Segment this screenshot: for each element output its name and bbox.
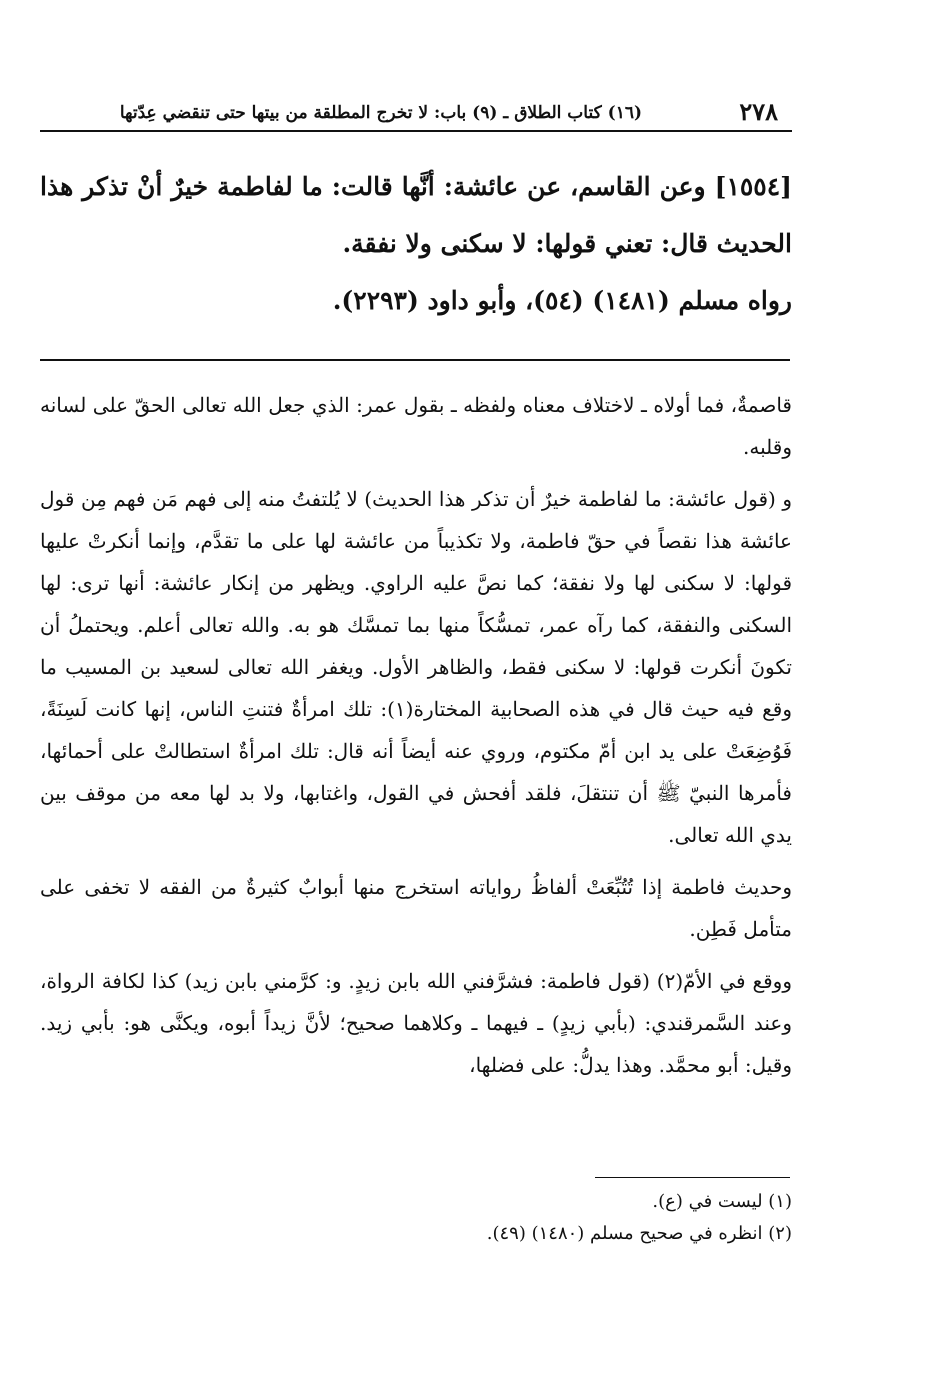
page-number: ٢٧٨ [739, 97, 778, 126]
footnotes [40, 1186, 792, 1250]
hadith-block [40, 158, 792, 329]
commentary-block [40, 384, 792, 1096]
section-divider [40, 359, 790, 361]
footnote-divider [595, 1177, 790, 1178]
footnote: (٢) انظره في صحيح مسلم (١٤٨٠) (٤٩). [486, 1223, 792, 1244]
commentary-paragraph: وحديث فاطمة إذا تُتُبِّعَتْ ألفاظُ رواياته استخرج منها أبوابٌ كثيرةٌ من الفقه لا تخفى على متأمل فَطِن. [40, 875, 792, 941]
footnote: (١) ليست في (ع). [652, 1191, 792, 1212]
commentary-paragraph: و (قول عائشة: ما لفاطمة خيرٌ أن تذكر هذا الحديث) لا يُلتفتُ منه إلى فهم مَن فهم مِن قول عائشة هذا نقصاً في حقّ فاطمة، ولا تكذيباً من عائشة لها على ما تقدَّم، وإنما أنكرتْ عليها قولها: لا سكنى لها ولا نفقة؛ كما نصَّ عليه الراوي. ويظهر من إنكار عائشة: أنها ترى: لها السكنى والنفقة، كما رآه عمر، تمسُّكاً منها بما تمسَّك هو به. والله تعالى أعلم. ويحتملُ أن تكونَ أنكرت قولها: لا سكنى فقط، والظاهر الأول. ويغفر الله تعالى لسعيد بن المسيب ما وقع فيه حيث قال في هذه الصحابية المختارة(١): تلك امرأةٌ فتنتِ الناس، إنها كانت لَسِنَةً، فَوُضِعَتْ على يد ابن أمّ مكتوم، وروي عنه أيضاً أنه قال: تلك امرأةٌ استطالتْ على أحمائها، فأمرها النبيّ ﷺ أن تنتقلَ، فلقد أفحش في القول، واغتابها، ولا بد لها معه من موقف بين يدي الله تعالى. [40, 487, 792, 847]
hadith-text: [١٥٥٤] وعن القاسم، عن عائشة: أنَّها قالت: ما لفاطمة خيرٌ أنْ تذكر هذا الحديث قال: تعني قولها: لا سكنى ولا نفقة. [40, 172, 792, 258]
running-title: (١٦) كتاب الطلاق ـ (٩) باب: لا تخرج المطلقة من بيتها حتى تنقضي عِدّتها [119, 103, 642, 123]
commentary-paragraph: قاصمةٌ، فما أولاه ـ لاختلاف معناه ولفظه ـ بقول عمر: الذي جعل الله تعالى الحقّ على لسانه وقلبه. [40, 393, 792, 459]
hadith-narration: رواه مسلم (١٤٨١) (٥٤)، وأبو داود (٢٢٩٣). [332, 286, 792, 315]
page-header [40, 96, 792, 132]
commentary-paragraph: ووقع في الأمّ(٢) (قول فاطمة: فشرَّفني الله بابن زيدٍ. و: كرَّمني بابن زيد) كذا لكافة الرواة، وعند السَّمرقندي: (بأبي زيدٍ) ـ فيهما ـ وكلاهما صحيح؛ لأنَّ زيداً أبوه، ويكنَّى هو: بأبي زيد. وقيل: أبو محمَّد. وهذا يدلُّ: على فضلها، [40, 969, 792, 1077]
